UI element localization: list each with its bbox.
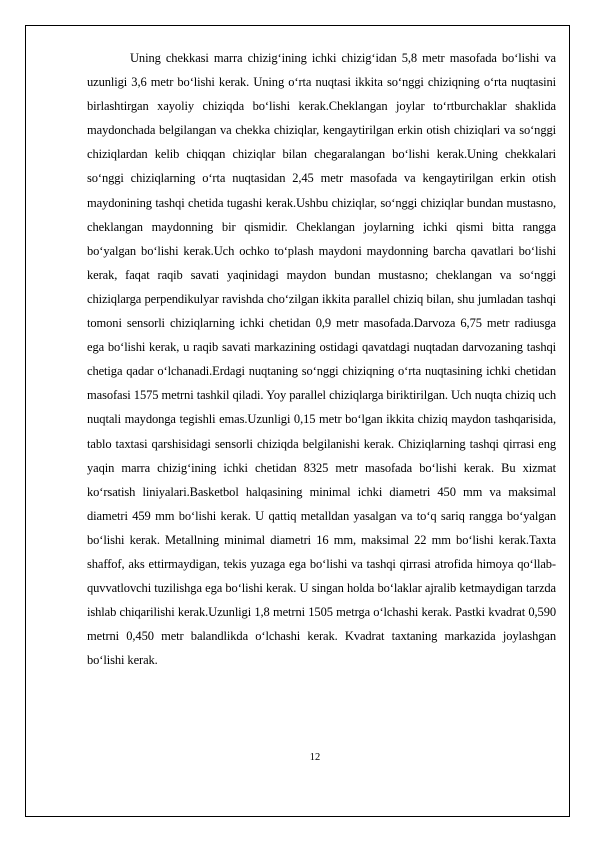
body-paragraph: Uning chekkasi marra chizig‘ining ichki chizig‘idan 5,8 metr masofada bo‘lishi va uzunligi 3,6 metr bo‘lishi kerak. Uning o‘rta nuqtasi ikkita so‘nggi chiziqning o‘rta nuqtasini birlashtirgan xayoliy chiziqda bo‘lishi kerak.Cheklangan joylar to‘rtburchaklar shaklida maydonchada belgilangan va chekka chiziqlar, kengaytirilgan erkin otish chiziqlari va so‘nggi chiziqlardan kelib chiqqan chiziqlar bilan chegaralangan bo‘lishi kerak.Uning chekkalari so‘nggi chiziqlarning o‘rta nuqtasidan 2,45 metr masofada va kengaytirilgan erkin otish maydonining tashqi chetida tugashi kerak.Ushbu chiziqlar, so‘nggi chiziqlar bundan mustasno, cheklangan maydonning bir qismidir. Cheklangan joylarning ichki qismi bitta rangga bo‘yalgan bo‘lishi kerak.Uch ochko to‘plash maydoni maydonning barcha qavatlari bo‘lishi kerak, faqat raqib savati yaqinidagi maydon bundan mustasno; cheklangan va so‘nggi chiziqlarga perpendikulyar ravishda cho‘zilgan ikkita parallel chiziq bilan, shu jumladan tashqi tomoni sensorli chiziqlarning ichki chetidan 0,9 metr masofada.Darvoza 6,75 metr radiusga ega bo‘lishi kerak, u raqib savati markazining ostidagi qavatdagi nuqtadan darvozaning tashqi chetiga qadar o‘lchanadi.Erdagi nuqtaning so‘nggi chiziqning o‘rta nuqtasining ichki chetidan masofasi 1575 metrni tashkil qiladi. Yoy parallel chiziqlarga biriktirilgan. Uch nuqta chiziq uch nuqtali maydonga tegishli emas.Uzunligi 0,15 metr bo‘lgan ikkita chiziq maydon tashqarisida, tablo taxtasi qarshisidagi sensorli chiziqda belgilanishi kerak. Chiziqlarning tashqi qirrasi eng yaqin marra chizig‘ining ichki chetidan 8325 metr masofada bo‘lishi kerak. Bu xizmat ko‘rsatish liniyalari.Basketbol halqasining minimal ichki diametri 450 mm va maksimal diametri 459 mm bo‘lishi kerak. U qattiq metalldan yasalgan va to‘q sariq rangga bo‘yalgan bo‘lishi kerak. Metallning minimal diametri 16 mm, maksimal 22 mm bo‘lishi kerak.Taxta shaffof, aks ettirmaydigan, tekis yuzaga ega bo‘lishi va tashqi qirrasi atrofida himoya qo‘llab-quvvatlovchi tuzilishga ega bo‘lishi kerak. U singan holda bo‘laklar ajralib ketmaydigan tarzda ishlab chiqarilishi kerak.Uzunligi 1,8 metrni 1505 metrga o‘lchashi kerak. Pastki kvadrat 0,590 metrni 0,450 metr balandlikda o‘lchashi kerak. Kvadrat taxtaning markazida joylashgan bo‘lishi kerak. (87, 51, 556, 668)
page-number: 12 (309, 752, 321, 763)
